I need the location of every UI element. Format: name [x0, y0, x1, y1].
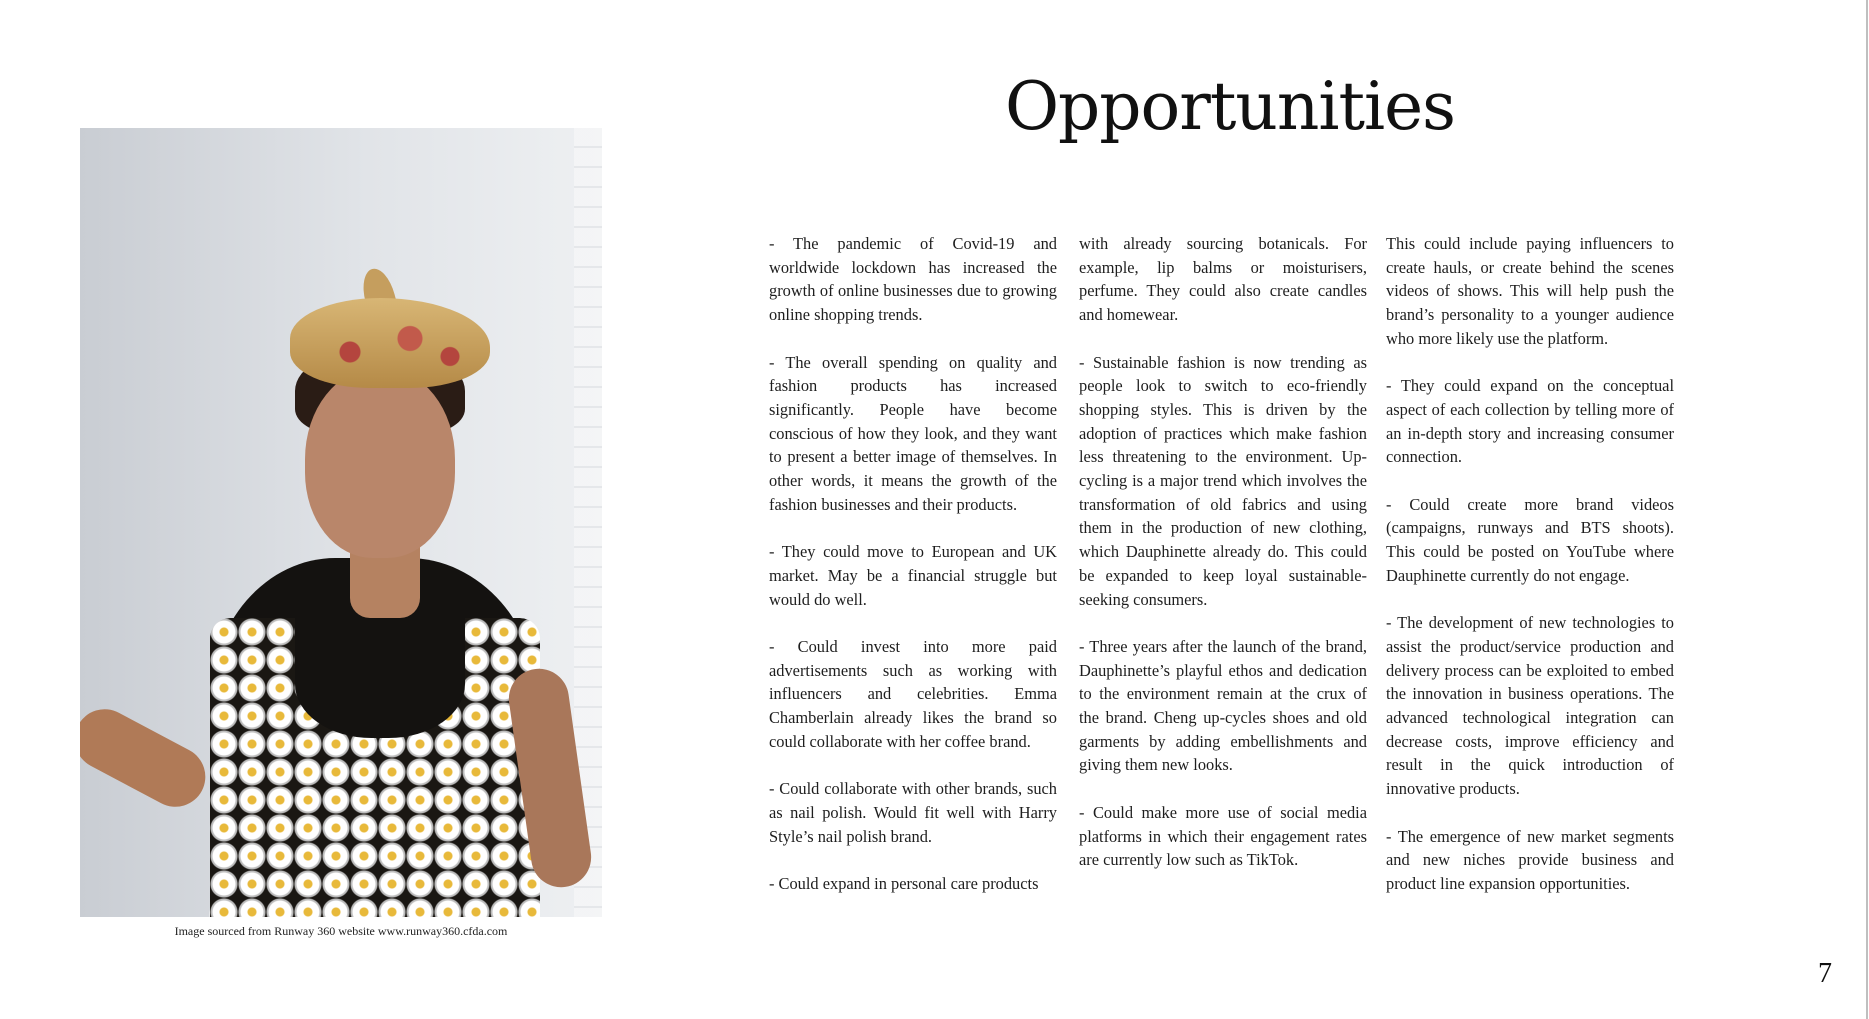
- paragraph: - The pandemic of Covid-19 and worldwide lockdown has increased the growth of online businesses due to growing online shopping trends.: [769, 234, 1057, 325]
- paragraph: - Three years after the launch of the brand, Dauphinette’s playful ethos and dedication to the environment remain at the crux of the brand. Cheng up-cycles shoes and old garments by adding embellishments and giving them new looks.: [1079, 636, 1367, 775]
- photo-floral-crown: [290, 298, 490, 388]
- paragraph: - Could make more use of social media platforms in which their engagement rates are currently low such as TikTok.: [1079, 802, 1367, 870]
- photo-neckline: [295, 618, 465, 738]
- photo-arm-left: [80, 699, 216, 818]
- paragraph: - The emergence of new market segments and new niches provide business and product line expansion opportunities.: [1386, 826, 1674, 893]
- paragraph: - Sustainable fashion is now trending as people look to switch to eco-friendly shopping styles. This is driven by the adoption of practices which make fashion less threatening to the environment. Up-cycling is a major trend which involves the transformation of old fabrics and using them in the production of new clothing, which Dauphinette already do. This could be expanded to keep loyal sustainable- seeking consumers.: [1079, 352, 1367, 609]
- page-edge-divider: [1866, 0, 1868, 1019]
- paragraph: - Could collaborate with other brands, such as nail polish. Would fit well with Harry Style’s nail polish brand.: [769, 779, 1057, 846]
- paragraph: - They could expand on the conceptual aspect of each collection by telling more of an in-depth story and increasing consumer connection.: [1386, 376, 1674, 467]
- page-number: 7: [1818, 958, 1832, 989]
- paragraph: - Could invest into more paid advertisements such as working with influencers and celebrities. Emma Chamberlain already likes the brand so could collaborate with her coffee brand.: [769, 636, 1057, 751]
- paragraph: This could include paying influencers to create hauls, or create behind the scenes videos of shows. This will help push the brand’s personality to a younger audience who more likely use the platform.: [1386, 234, 1674, 348]
- photo-face: [305, 368, 455, 558]
- paragraph: - The development of new technologies to assist the product/service production and delivery process can be exploited to embed the innovation in business operations. The advanced technological integration can decrease costs, improve efficiency and result in the quick introduction of innovative products.: [1386, 613, 1674, 799]
- image-caption: Image sourced from Runway 360 website www.runway360.cfda.com: [174, 924, 508, 938]
- page-title: Opportunities: [1004, 68, 1456, 145]
- text-column-1: [769, 232, 1057, 919]
- paragraph: - They could move to European and UK market. May be a financial struggle but would do well.: [769, 542, 1057, 609]
- text-column-2: [1079, 232, 1367, 896]
- paragraph: - Could expand in personal care products: [769, 873, 1039, 893]
- paragraph: - Could create more brand videos (campaigns, runways and BTS shoots). This could be posted on YouTube where Dauphinette currently do not engage.: [1386, 494, 1674, 585]
- text-column-3: [1386, 232, 1674, 919]
- paragraph: with already sourcing botanicals. For example, lip balms or moisturisers, perfume. They could also create candles and homewear.: [1079, 234, 1367, 325]
- fashion-photo: [80, 128, 602, 917]
- paragraph: - The overall spending on quality and fashion products has increased significantly. People have become conscious of how they look, and they want to present a better image of themselves. In other words, it means the growth of the fashion businesses and their products.: [769, 352, 1057, 514]
